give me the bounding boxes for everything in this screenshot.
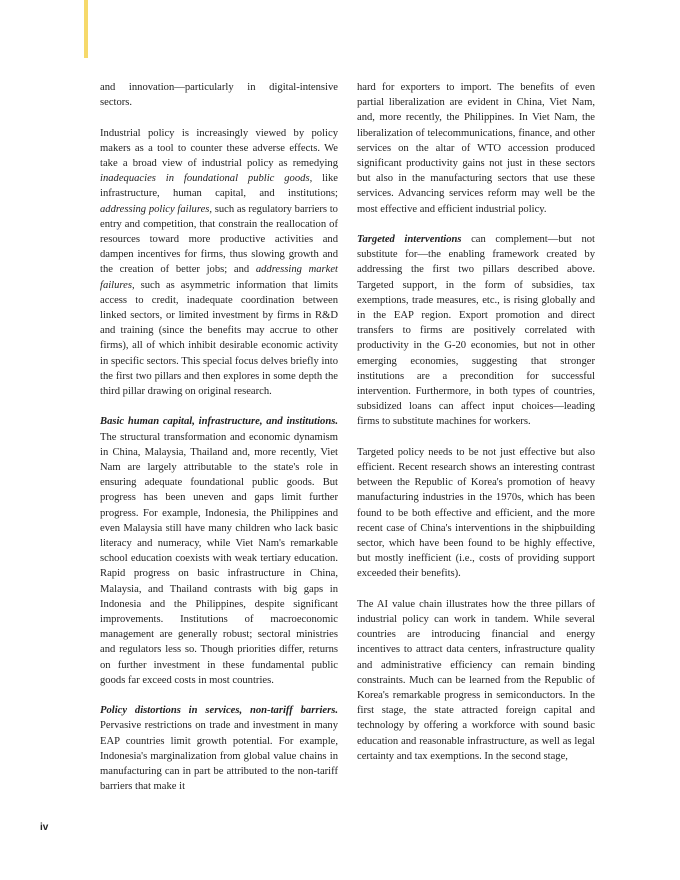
accent-bar <box>84 0 88 58</box>
lead-targeted-interventions: Targeted interventions <box>357 234 462 246</box>
right-column <box>357 80 595 779</box>
emphasis-market-failures: addressing market failures, <box>100 264 338 291</box>
text-span: The structural transformation and economic dynamism in China, Malaysia, Thailand and, more recently, Viet Nam are largely attributable to the state's role in ensuring adequate foundational public goods. But progress has been uneven and gaps limit further progress. For example, Indonesia, the Philippines and even Malaysia still have many children who lack basic literacy and numeracy, while Viet Nam's remarkable school education coexists with weak tertiary education. Rapid progress on basic infrastructure in China, Malaysia, and Thailand contrasts with big gaps in Indonesia and the Philippines, despite significant improvements. Institutions of macroeconomic management are generally robust; sectoral ministries and regulators less so. Though priorities differ, returns on further investment in these fundamental public goods far exceed costs in most countries. <box>100 431 338 686</box>
page-number: iv <box>40 822 49 833</box>
lead-basic-human-capital: Basic human capital, infrastructure, and institutions. <box>100 416 338 428</box>
emphasis-policy-failures: addressing policy failures, <box>100 203 213 215</box>
left-column <box>100 80 338 810</box>
paragraph-left-2 <box>100 126 338 400</box>
text-span: such as regulatory barriers to entry and competition, that constrain the reallocation of resources toward more productive activities and dampen incentives for firms, thus slowing growth and the creation of better jobs; and <box>100 203 338 276</box>
text-span: can complement—but not substitute for—the enabling framework created by addressing the first two pillars described above. Targeted support, in the form of subsidies, tax exemptions, trade measures, etc., is rising globally and in the EAP region. Export promotion and direct transfers to firms are positively correlated with productivity in the G-20 economies, but not in other emerging economies, suggesting that stronger institutions are a precondition for successful intervention. Furthermore, in both types of countries, subsidized loans can affect input choices—leading firms to substitute machines for workers. <box>357 234 595 428</box>
paragraph-right-3: Targeted policy needs to be not just effective but also efficient. Recent research shows an interesting contrast between the Republic of Korea's promotion of heavy manufacturing industries in the 1970s, which has been found to be both effective and efficient, and the more recent case of China's interventions in the shipbuilding sector, which have been found to be highly effective, but mostly inefficient (i.e., costs of providing support exceeded their benefits). <box>357 446 595 580</box>
text-span: Industrial policy is increasingly viewed by policy makers as a tool to counter these adverse effects. We take a broad view of industrial policy as remedying <box>100 127 338 169</box>
text-span: like infrastructure, human capital, and institutions; <box>100 173 338 200</box>
text-span: Pervasive restrictions on trade and investment in many EAP countries limit growth potential. For example, Indonesia's marginalization from global value chains in manufacturing can in part be attributed to the non-tariff barriers that make it <box>100 720 338 793</box>
emphasis-inadequacies: inadequacies in foundational public goods, <box>100 173 313 185</box>
paragraph-left-4 <box>100 703 338 794</box>
paragraph-right-4: The AI value chain illustrates how the three pillars of industrial policy can work in tandem. While several countries are introducing financial and energy incentives to attract data centers, infrastructure quality and administrative efficiency can remain binding constraints. Much can be learned from the Republic of Korea's remarkable progress in semiconductors. In the first stage, the state attracted foreign capital and technology by offering a workforce with sound basic education and reasonable infrastructure, as well as legal certainty and tax exemptions. In the second stage, <box>357 598 595 762</box>
paragraph-right-2 <box>357 232 595 430</box>
paragraph-left-3 <box>100 414 338 688</box>
lead-policy-distortions: Policy distortions in services, non-tariff barriers. <box>100 705 338 717</box>
paragraph-left-1: and innovation—particularly in digital-intensive sectors. <box>100 82 338 109</box>
text-span: such as asymmetric information that limits access to credit, inadequate coordination between linked sectors, or limited investment by firms in R&D and training (since the benefits may accrue to other firms), all of which inhibit desirable economic activity in specific sectors. This special focus delves briefly into the first two pillars and then explores in some depth the third pillar drawing on original research. <box>100 279 338 398</box>
paragraph-right-1: hard for exporters to import. The benefits of even partial liberalization are evident in China, Viet Nam, and, more recently, the Philippines. In Viet Nam, the liberalization of telecommunications, finance, and other services on the altar of WTO accession produced significant productivity gains not just in these sectors but also in the manufacturing sectors that use these services. Advancing services reform may well be the most effective and efficient industrial policy. <box>357 82 595 215</box>
